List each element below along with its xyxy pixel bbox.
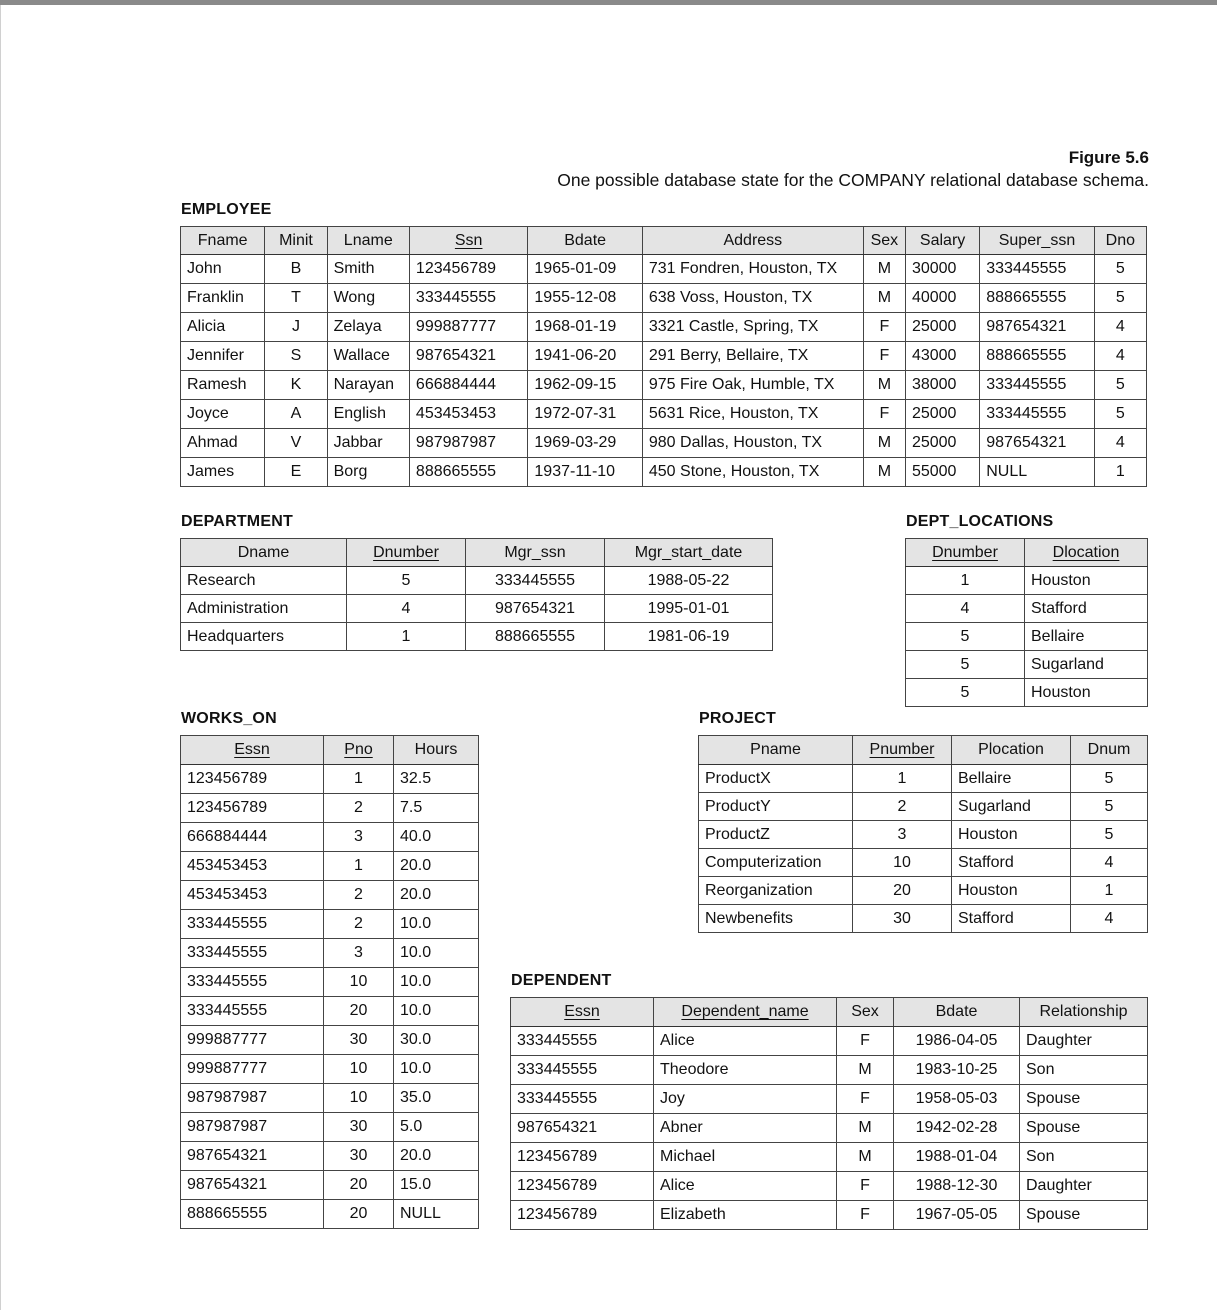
table-cell: 980 Dallas, Houston, TX <box>642 429 863 458</box>
table-cell: F <box>837 1027 894 1056</box>
column-header: Essn <box>511 998 654 1027</box>
table-cell: Narayan <box>327 371 409 400</box>
column-header: Ssn <box>409 227 527 255</box>
table-cell: 123456789 <box>511 1201 654 1230</box>
table-cell: 4 <box>347 595 466 623</box>
figure-caption: One possible database state for the COMPANY relational database schema. <box>557 170 1149 190</box>
table-row <box>699 849 1148 877</box>
table-cell: 888665555 <box>181 1200 324 1229</box>
table-cell: 1 <box>1071 877 1148 905</box>
table-cell: Ramesh <box>181 371 265 400</box>
table-cell: 3321 Castle, Spring, TX <box>642 313 863 342</box>
table-cell: 35.0 <box>394 1084 479 1113</box>
table-row <box>181 623 773 651</box>
table-cell: Alicia <box>181 313 265 342</box>
table-cell: Jabbar <box>327 429 409 458</box>
table-row <box>699 765 1148 793</box>
column-header: Sex <box>863 227 905 255</box>
table-row <box>181 595 773 623</box>
table-cell: 4 <box>1094 429 1146 458</box>
column-header: Address <box>642 227 863 255</box>
table-row <box>181 567 773 595</box>
table-cell: 453453453 <box>409 400 527 429</box>
table-cell: Bellaire <box>1025 623 1148 651</box>
table-row <box>181 765 479 794</box>
table-cell: NULL <box>394 1200 479 1229</box>
table-cell: 333445555 <box>181 939 324 968</box>
column-header: Bdate <box>894 998 1020 1027</box>
table-cell: 20.0 <box>394 881 479 910</box>
table-cell: 453453453 <box>181 881 324 910</box>
table-cell: 2 <box>324 910 394 939</box>
column-header: Mgr_start_date <box>605 539 773 567</box>
table-cell: 30 <box>324 1142 394 1171</box>
table-cell: 888665555 <box>980 342 1094 371</box>
table-cell: 2 <box>324 881 394 910</box>
table-cell: Michael <box>654 1143 837 1172</box>
table-cell: 10 <box>324 1055 394 1084</box>
table-cell: 638 Voss, Houston, TX <box>642 284 863 313</box>
table-cell: 25000 <box>905 400 979 429</box>
table-row <box>699 905 1148 933</box>
table-cell: F <box>837 1201 894 1230</box>
left-border <box>0 5 1 1310</box>
table-cell: 1955-12-08 <box>528 284 642 313</box>
table-cell: 333445555 <box>980 255 1094 284</box>
table-cell: Spouse <box>1020 1114 1148 1143</box>
table-row <box>906 567 1148 595</box>
column-header: Relationship <box>1020 998 1148 1027</box>
table-row <box>181 1142 479 1171</box>
table-cell: 999887777 <box>409 313 527 342</box>
table-cell: 987654321 <box>409 342 527 371</box>
table-cell: Borg <box>327 458 409 487</box>
table-cell: 999887777 <box>181 1026 324 1055</box>
table-cell: 333445555 <box>511 1027 654 1056</box>
table-row <box>181 1171 479 1200</box>
table-cell: 1972-07-31 <box>528 400 642 429</box>
table-row <box>699 793 1148 821</box>
table-cell: 1983-10-25 <box>894 1056 1020 1085</box>
column-header: Pnumber <box>853 736 952 765</box>
table-row <box>511 1172 1148 1201</box>
column-header: Dnum <box>1071 736 1148 765</box>
table-row <box>181 1200 479 1229</box>
table-row <box>181 997 479 1026</box>
table-cell: Administration <box>181 595 347 623</box>
table-cell: 10.0 <box>394 939 479 968</box>
table-cell: M <box>863 371 905 400</box>
table-cell: 5.0 <box>394 1113 479 1142</box>
table-cell: 987654321 <box>181 1171 324 1200</box>
table-row <box>181 968 479 997</box>
table-cell: 453453453 <box>181 852 324 881</box>
table-cell: 333445555 <box>980 400 1094 429</box>
table-cell: ProductX <box>699 765 853 793</box>
table-cell: 5 <box>906 651 1025 679</box>
table-row <box>181 794 479 823</box>
table-cell: 38000 <box>905 371 979 400</box>
table-cell: 975 Fire Oak, Humble, TX <box>642 371 863 400</box>
table-cell: Computerization <box>699 849 853 877</box>
table-cell: 1986-04-05 <box>894 1027 1020 1056</box>
column-header: Sex <box>837 998 894 1027</box>
table-cell: 10.0 <box>394 968 479 997</box>
column-header: Plocation <box>952 736 1071 765</box>
table-cell: 1988-12-30 <box>894 1172 1020 1201</box>
table-row <box>906 595 1148 623</box>
table-cell: Joyce <box>181 400 265 429</box>
table-cell: 1958-05-03 <box>894 1085 1020 1114</box>
table-cell: 25000 <box>905 429 979 458</box>
employee-title: EMPLOYEE <box>181 201 272 218</box>
table-cell: 333445555 <box>466 567 605 595</box>
table-cell: English <box>327 400 409 429</box>
column-header: Dno <box>1094 227 1146 255</box>
table-cell: Ahmad <box>181 429 265 458</box>
table-row <box>181 400 1147 429</box>
table-cell: 333445555 <box>409 284 527 313</box>
table-cell: 123456789 <box>181 765 324 794</box>
table-cell: Zelaya <box>327 313 409 342</box>
table-cell: 20 <box>853 877 952 905</box>
column-header: Dnumber <box>347 539 466 567</box>
column-header: Dlocation <box>1025 539 1148 567</box>
table-cell: E <box>265 458 327 487</box>
table-row <box>511 1027 1148 1056</box>
dept-locations-table <box>905 538 1148 707</box>
table-cell: Reorganization <box>699 877 853 905</box>
table-cell: 5 <box>1094 371 1146 400</box>
table-cell: 1 <box>1094 458 1146 487</box>
dependent-table <box>510 997 1148 1230</box>
table-cell: 1941-06-20 <box>528 342 642 371</box>
table-row <box>181 852 479 881</box>
table-cell: M <box>863 255 905 284</box>
table-cell: 5 <box>906 623 1025 651</box>
table-cell: 7.5 <box>394 794 479 823</box>
table-cell: 5 <box>1094 284 1146 313</box>
table-cell: 25000 <box>905 313 979 342</box>
table-row <box>906 679 1148 707</box>
table-cell: M <box>837 1056 894 1085</box>
table-cell: 888665555 <box>980 284 1094 313</box>
table-cell: Smith <box>327 255 409 284</box>
table-cell: 123456789 <box>511 1172 654 1201</box>
table-cell: Research <box>181 567 347 595</box>
table-cell: 987987987 <box>181 1084 324 1113</box>
table-cell: 20 <box>324 997 394 1026</box>
table-cell: Sugarland <box>1025 651 1148 679</box>
table-cell: S <box>265 342 327 371</box>
table-cell: Houston <box>952 877 1071 905</box>
column-header: Hours <box>394 736 479 765</box>
table-cell: 1988-01-04 <box>894 1143 1020 1172</box>
table-cell: Houston <box>952 821 1071 849</box>
table-cell: 30 <box>853 905 952 933</box>
top-border <box>0 0 1217 5</box>
column-header: Dependent_name <box>654 998 837 1027</box>
column-header: Bdate <box>528 227 642 255</box>
table-cell: ProductZ <box>699 821 853 849</box>
table-cell: 4 <box>1071 905 1148 933</box>
table-cell: F <box>863 342 905 371</box>
table-row <box>511 1143 1148 1172</box>
column-header: Essn <box>181 736 324 765</box>
table-cell: 123456789 <box>511 1143 654 1172</box>
table-cell: 20.0 <box>394 852 479 881</box>
column-header: Fname <box>181 227 265 255</box>
table-cell: Elizabeth <box>654 1201 837 1230</box>
table-cell: 1 <box>324 765 394 794</box>
table-cell: Jennifer <box>181 342 265 371</box>
table-cell: Daughter <box>1020 1172 1148 1201</box>
table-cell: 1981-06-19 <box>605 623 773 651</box>
table-cell: 10.0 <box>394 997 479 1026</box>
table-cell: 666884444 <box>181 823 324 852</box>
table-cell: 30 <box>324 1113 394 1142</box>
table-cell: 1 <box>906 567 1025 595</box>
table-cell: 333445555 <box>980 371 1094 400</box>
table-row <box>181 429 1147 458</box>
table-cell: 1968-01-19 <box>528 313 642 342</box>
table-cell: 291 Berry, Bellaire, TX <box>642 342 863 371</box>
table-cell: 40000 <box>905 284 979 313</box>
table-cell: 987987987 <box>409 429 527 458</box>
table-cell: Alice <box>654 1027 837 1056</box>
table-cell: John <box>181 255 265 284</box>
table-cell: 15.0 <box>394 1171 479 1200</box>
works-on-table <box>180 735 479 1229</box>
table-cell: 1937-11-10 <box>528 458 642 487</box>
table-row <box>511 1085 1148 1114</box>
table-cell: 30.0 <box>394 1026 479 1055</box>
table-row <box>906 623 1148 651</box>
table-cell: Sugarland <box>952 793 1071 821</box>
dept-locations-title: DEPT_LOCATIONS <box>906 513 1054 530</box>
table-row <box>181 284 1147 313</box>
table-cell: 1942-02-28 <box>894 1114 1020 1143</box>
table-cell: 123456789 <box>181 794 324 823</box>
department-title: DEPARTMENT <box>181 513 293 530</box>
table-cell: F <box>863 313 905 342</box>
table-cell: 731 Fondren, Houston, TX <box>642 255 863 284</box>
table-row <box>181 1026 479 1055</box>
table-cell: Alice <box>654 1172 837 1201</box>
table-cell: 5 <box>1071 793 1148 821</box>
table-cell: 3 <box>853 821 952 849</box>
table-cell: 10 <box>324 1084 394 1113</box>
table-cell: 987654321 <box>511 1114 654 1143</box>
table-cell: 888665555 <box>409 458 527 487</box>
table-cell: 10 <box>853 849 952 877</box>
table-cell: 5631 Rice, Houston, TX <box>642 400 863 429</box>
table-cell: Newbenefits <box>699 905 853 933</box>
table-cell: 123456789 <box>409 255 527 284</box>
table-cell: 987987987 <box>181 1113 324 1142</box>
table-row <box>181 255 1147 284</box>
table-cell: 10.0 <box>394 910 479 939</box>
table-row <box>181 910 479 939</box>
table-cell: Son <box>1020 1143 1148 1172</box>
table-cell: Wong <box>327 284 409 313</box>
table-cell: 40.0 <box>394 823 479 852</box>
table-cell: Joy <box>654 1085 837 1114</box>
table-row <box>181 939 479 968</box>
table-row <box>181 1055 479 1084</box>
table-cell: 1 <box>347 623 466 651</box>
table-cell: 987654321 <box>181 1142 324 1171</box>
table-cell: Spouse <box>1020 1085 1148 1114</box>
table-cell: 333445555 <box>181 997 324 1026</box>
table-cell: 2 <box>853 793 952 821</box>
table-cell: 1969-03-29 <box>528 429 642 458</box>
column-header: Dname <box>181 539 347 567</box>
table-cell: 43000 <box>905 342 979 371</box>
project-table <box>698 735 1148 933</box>
table-cell: 1967-05-05 <box>894 1201 1020 1230</box>
table-cell: F <box>837 1172 894 1201</box>
column-header: Dnumber <box>906 539 1025 567</box>
table-cell: 5 <box>906 679 1025 707</box>
table-cell: Headquarters <box>181 623 347 651</box>
table-cell: James <box>181 458 265 487</box>
table-cell: 1965-01-09 <box>528 255 642 284</box>
table-cell: Houston <box>1025 567 1148 595</box>
table-row <box>699 821 1148 849</box>
table-cell: 3 <box>324 823 394 852</box>
table-cell: 666884444 <box>409 371 527 400</box>
works-on-title: WORKS_ON <box>181 710 277 727</box>
table-cell: Bellaire <box>952 765 1071 793</box>
table-row <box>181 881 479 910</box>
table-cell: Spouse <box>1020 1201 1148 1230</box>
table-cell: 55000 <box>905 458 979 487</box>
table-cell: 2 <box>324 794 394 823</box>
table-cell: 333445555 <box>181 910 324 939</box>
dependent-title: DEPENDENT <box>511 972 612 989</box>
table-cell: 30 <box>324 1026 394 1055</box>
table-cell: Theodore <box>654 1056 837 1085</box>
table-row <box>181 371 1147 400</box>
table-cell: 1988-05-22 <box>605 567 773 595</box>
table-cell: 1 <box>853 765 952 793</box>
table-cell: 20 <box>324 1171 394 1200</box>
employee-table <box>180 226 1147 487</box>
table-cell: ProductY <box>699 793 853 821</box>
table-row <box>511 1201 1148 1230</box>
table-cell: Son <box>1020 1056 1148 1085</box>
column-header: Mgr_ssn <box>466 539 605 567</box>
column-header: Super_ssn <box>980 227 1094 255</box>
table-cell: 450 Stone, Houston, TX <box>642 458 863 487</box>
column-header: Minit <box>265 227 327 255</box>
column-header: Pno <box>324 736 394 765</box>
table-cell: Stafford <box>1025 595 1148 623</box>
table-cell: 333445555 <box>511 1056 654 1085</box>
table-cell: F <box>863 400 905 429</box>
table-cell: 5 <box>1094 400 1146 429</box>
table-cell: 987654321 <box>980 313 1094 342</box>
table-cell: Abner <box>654 1114 837 1143</box>
table-cell: 4 <box>1094 342 1146 371</box>
table-cell: 3 <box>324 939 394 968</box>
table-cell: 333445555 <box>181 968 324 997</box>
table-row <box>181 458 1147 487</box>
table-row <box>699 877 1148 905</box>
department-table <box>180 538 773 651</box>
table-cell: 20 <box>324 1200 394 1229</box>
table-cell: 10 <box>324 968 394 997</box>
table-row <box>906 651 1148 679</box>
column-header: Salary <box>905 227 979 255</box>
table-cell: M <box>863 429 905 458</box>
table-cell: V <box>265 429 327 458</box>
table-cell: NULL <box>980 458 1094 487</box>
table-cell: 5 <box>1071 765 1148 793</box>
table-cell: Franklin <box>181 284 265 313</box>
table-cell: 10.0 <box>394 1055 479 1084</box>
table-cell: 888665555 <box>466 623 605 651</box>
table-cell: Stafford <box>952 849 1071 877</box>
column-header: Lname <box>327 227 409 255</box>
table-cell: A <box>265 400 327 429</box>
table-row <box>511 1056 1148 1085</box>
table-cell: 32.5 <box>394 765 479 794</box>
table-cell: 987654321 <box>466 595 605 623</box>
table-cell: 20.0 <box>394 1142 479 1171</box>
table-row <box>181 1084 479 1113</box>
table-cell: M <box>863 284 905 313</box>
table-cell: J <box>265 313 327 342</box>
table-cell: 4 <box>1071 849 1148 877</box>
table-cell: 4 <box>1094 313 1146 342</box>
figure-title: Figure 5.6 <box>1068 148 1149 167</box>
table-cell: 5 <box>347 567 466 595</box>
project-title: PROJECT <box>699 710 776 727</box>
table-cell: 4 <box>906 595 1025 623</box>
table-cell: T <box>265 284 327 313</box>
table-cell: M <box>837 1114 894 1143</box>
table-cell: M <box>837 1143 894 1172</box>
table-cell: 5 <box>1071 821 1148 849</box>
table-cell: Stafford <box>952 905 1071 933</box>
table-cell: K <box>265 371 327 400</box>
table-cell: Wallace <box>327 342 409 371</box>
table-cell: 1962-09-15 <box>528 371 642 400</box>
table-cell: 1995-01-01 <box>605 595 773 623</box>
table-cell: 5 <box>1094 255 1146 284</box>
table-cell: M <box>863 458 905 487</box>
table-row <box>181 342 1147 371</box>
table-cell: 1 <box>324 852 394 881</box>
table-row <box>511 1114 1148 1143</box>
table-cell: 987654321 <box>980 429 1094 458</box>
table-cell: B <box>265 255 327 284</box>
table-cell: F <box>837 1085 894 1114</box>
table-cell: 999887777 <box>181 1055 324 1084</box>
table-cell: 30000 <box>905 255 979 284</box>
table-cell: Daughter <box>1020 1027 1148 1056</box>
table-row <box>181 823 479 852</box>
table-row <box>181 1113 479 1142</box>
column-header: Pname <box>699 736 853 765</box>
table-cell: Houston <box>1025 679 1148 707</box>
table-row <box>181 313 1147 342</box>
table-cell: 333445555 <box>511 1085 654 1114</box>
